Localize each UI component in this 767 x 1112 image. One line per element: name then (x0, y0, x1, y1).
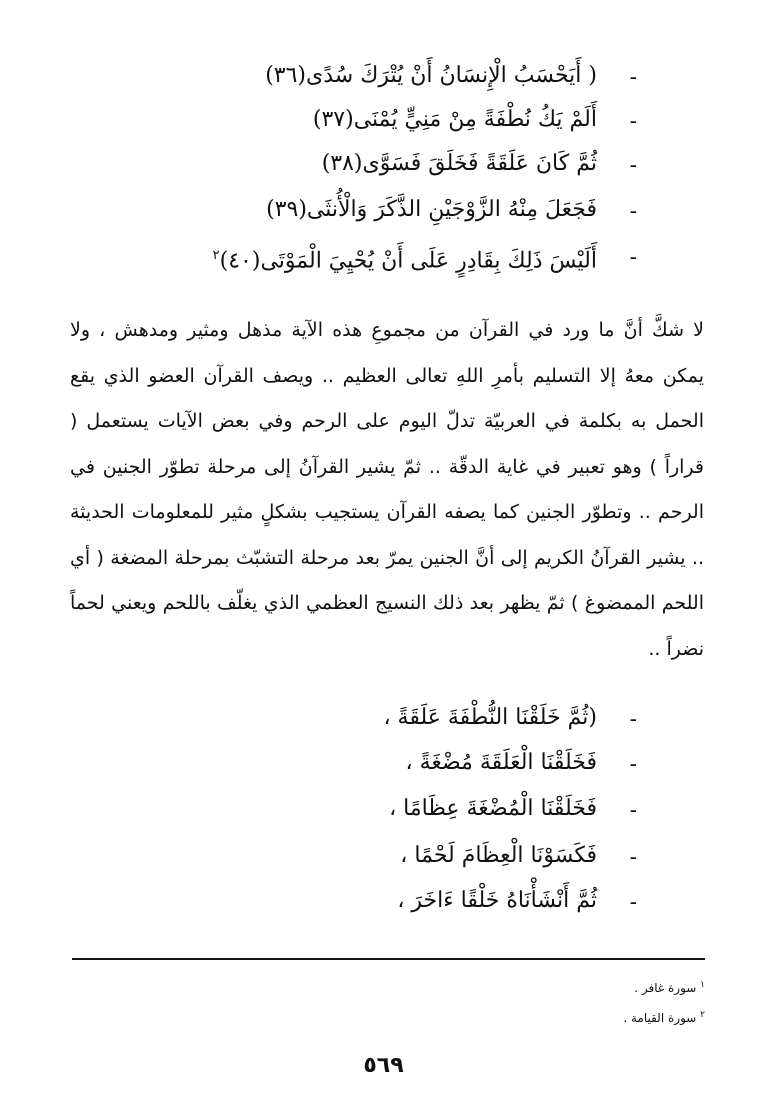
verse-text: فَكَسَوْنَا الْعِظَامَ لَحْمًا ، (400, 843, 597, 868)
bullet-dash: - (629, 65, 637, 90)
verse-item (0, 700, 767, 740)
verse-item (0, 58, 767, 98)
verse-item (0, 102, 767, 142)
footnote-number: ١ (700, 980, 705, 990)
footnote-reference: ٢ (212, 248, 220, 263)
bullet-dash: - (629, 245, 637, 270)
bullet-dash: - (629, 798, 637, 823)
verse-text: فَجَعَلَ مِنْهُ الزَّوْجَيْنِ الذَّكَرَ وَالْأُنثَى(٣٩) (266, 197, 597, 222)
verse-text: أَلَمْ يَكُ نُطْفَةً مِنْ مَنِيٍّ يُمْنَى(٣٧) (312, 107, 597, 132)
verse-item (0, 791, 767, 831)
verse-item (0, 745, 767, 785)
footnote-item (623, 1002, 705, 1032)
verse-text: ثُمَّ أَنْشَأْنَاهُ خَلْقًا ءَاخَرَ ، (397, 888, 597, 913)
verse-item (0, 192, 767, 232)
verse-item (0, 238, 767, 278)
footnote-text: سورة غافر . (634, 981, 697, 995)
bullet-dash: - (629, 109, 637, 134)
footnote-divider (72, 958, 705, 960)
verse-item (0, 146, 767, 186)
bullet-dash: - (629, 890, 637, 915)
verse-text: أَلَيْسَ ذَلِكَ بِقَادِرٍ عَلَى أَنْ يُحْيِيَ الْمَوْتَى(٤٠)$^٢$ (212, 248, 597, 274)
bullet-dash: - (629, 153, 637, 178)
verse-text: ثُمَّ كَانَ عَلَقَةً فَخَلَقَ فَسَوَّى(٣٨) (321, 151, 597, 176)
bullet-dash: - (629, 752, 637, 777)
footnote-item (623, 972, 705, 1002)
verse-item (0, 838, 767, 878)
body-paragraph: لا شكَّ أنَّ ما ورد في القرآن من مجموعِ هذه الآية مذهل ومثير ومدهش ، ولا يمكن معهُ إلا التسليم بأمرِ اللهِ تعالى العظيم .. ويصف القرآن العضو الذي يقع الحمل به بكلمة في العربيّة تدلّ اليوم على الرحم وفي بعض الآيات يستعمل ( قراراً ) وهو تعبير في غاية الدقّة .. ثمّ يشير القرآنُ إلى مرحلة تطوّر الجنين في الرحم .. وتطوّر الجنين كما يصفه القرآن يستجيب بشكلٍ مثير للمعلومات الحديثة .. يشير القرآنُ الكريم إلى أنَّ الجنين يمرّ بعد مرحلة التشبّث بمرحلة المضغة ( أي اللحم الممضوغ ) ثمّ يظهر بعد ذلك النسيج العظمي الذي يغلّف باللحم ويعني لحماً نضراً .. (70, 319, 704, 660)
verse-text: ( أَيَحْسَبُ الْإِنسَانُ أَنْ يُتْرَكَ سُدًى(٣٦) (265, 63, 597, 88)
verse-text: (ثُمَّ خَلَقْنَا النُّطْفَةَ عَلَقَةً ، (383, 705, 597, 730)
verse-text: فَخَلَقْنَا الْمُضْغَةَ عِظَامًا ، (389, 796, 597, 821)
bullet-dash: - (629, 199, 637, 224)
verse-item (0, 883, 767, 923)
footnotes (623, 972, 705, 1032)
verse-text: فَخَلَقْنَا الْعَلَقَةَ مُضْغَةً ، (405, 750, 597, 775)
bullet-dash: - (629, 845, 637, 870)
footnote-text: سورة القيامة . (623, 1011, 697, 1025)
footnote-number: ٢ (700, 1010, 705, 1020)
page-number: ٥٦٩ (363, 1053, 404, 1078)
bullet-dash: - (629, 707, 637, 732)
